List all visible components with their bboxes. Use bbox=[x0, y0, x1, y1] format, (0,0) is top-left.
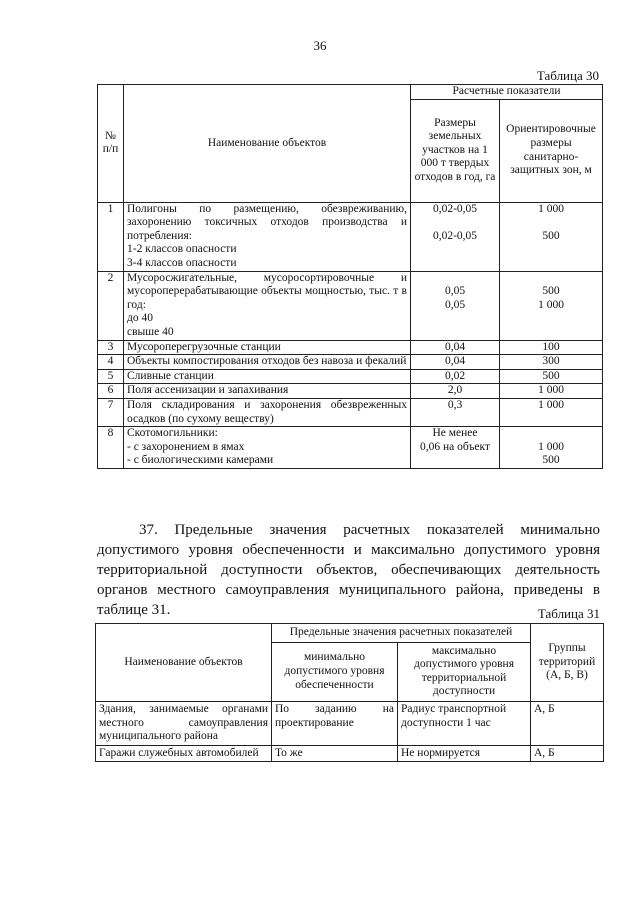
t31-header-min: минимально допустимого уровня обеспеченности bbox=[272, 642, 398, 701]
t31-cell-groups: А, Б bbox=[531, 745, 604, 762]
cell-land bbox=[411, 271, 500, 340]
cell-line: до 40 bbox=[127, 312, 153, 325]
cell-name bbox=[124, 369, 411, 384]
cell-line: Мусоросжигательные, мусоросортировочные и мусороперерабатывающие объекты мощностью, тыс. т в год: bbox=[127, 271, 407, 311]
cell-line bbox=[503, 427, 599, 441]
cell-line: - с захоронением в ямах bbox=[127, 440, 245, 453]
table-31 bbox=[95, 623, 604, 762]
cell-line: 0,04 bbox=[444, 340, 466, 353]
table-row bbox=[98, 427, 603, 469]
cell-line bbox=[414, 216, 496, 230]
cell-szz bbox=[500, 384, 603, 399]
cell-line: 1-2 классов опасности bbox=[127, 243, 237, 256]
cell-line: Поля складирования и захоронения обезвреженных осадков (по сухому веществу) bbox=[127, 398, 407, 425]
cell-line: 1 000 bbox=[538, 398, 564, 411]
table-row bbox=[98, 369, 603, 384]
t31-header-max: максимально допустимого уровня территориальной доступности bbox=[398, 642, 531, 701]
cell-szz bbox=[500, 202, 603, 271]
cell-num: 8 bbox=[98, 427, 124, 469]
cell-szz bbox=[500, 340, 603, 355]
cell-line: 0,3 bbox=[447, 398, 463, 411]
cell-line bbox=[414, 454, 496, 468]
cell-line: 300 bbox=[542, 355, 560, 368]
cell-num: 4 bbox=[98, 355, 124, 370]
paragraph-text: 37. Предельные значения расчетных показателей минимально допустимого уровня обеспеченности и максимально допустимого уровня территориальной доступности объектов, обеспечивающих деятельность органов местного самоуправления муниципального района, приведены в таблице 31. bbox=[97, 522, 600, 618]
cell-line: 1 000 bbox=[538, 384, 564, 397]
cell-land bbox=[411, 340, 500, 355]
t31-cell-max: Не нормируется bbox=[398, 745, 531, 762]
cell-line bbox=[503, 272, 599, 286]
header-land-size: Размеры земельных участков на 1 000 т твердых отходов в год, га bbox=[411, 99, 500, 202]
cell-line: 2,0 bbox=[447, 384, 463, 397]
cell-line: 0,05 bbox=[444, 298, 466, 311]
t31-header-groups: Группы территорий (А, Б, В) bbox=[531, 624, 604, 702]
t31-cell-name: Здания, занимаемые органами местного самоуправления муниципального района bbox=[96, 701, 272, 745]
cell-line: 500 bbox=[542, 369, 560, 382]
cell-line: 1 000 bbox=[538, 298, 564, 311]
cell-line: Сливные станции bbox=[127, 369, 214, 382]
cell-szz bbox=[500, 271, 603, 340]
cell-name bbox=[124, 355, 411, 370]
cell-line: свыше 40 bbox=[127, 325, 174, 338]
t31-cell-groups: А, Б bbox=[531, 701, 604, 745]
cell-line: 3-4 классов опасности bbox=[127, 256, 237, 269]
cell-line: 0,02-0,05 bbox=[432, 202, 478, 215]
t31-cell-name: Гаражи служебных автомобилей bbox=[96, 745, 272, 762]
cell-line: Мусороперегрузочные станции bbox=[127, 340, 281, 353]
cell-land bbox=[411, 202, 500, 271]
cell-name bbox=[124, 427, 411, 469]
cell-num: 2 bbox=[98, 271, 124, 340]
cell-name bbox=[124, 398, 411, 426]
table-30-caption: Таблица 30 bbox=[536, 68, 599, 83]
header-num: № п/п bbox=[98, 85, 124, 203]
cell-line: 0,02-0,05 bbox=[432, 229, 478, 242]
cell-name bbox=[124, 202, 411, 271]
t31-cell-min: То же bbox=[272, 745, 398, 762]
cell-line bbox=[503, 216, 599, 230]
header-group: Расчетные показатели bbox=[411, 85, 603, 100]
cell-line: Полигоны по размещению, обезвреживанию, захоронению токсичных отходов производства и потребления: bbox=[127, 202, 407, 242]
cell-line: 500 bbox=[542, 285, 560, 298]
table-30 bbox=[97, 84, 603, 469]
t31-header-name: Наименование объектов bbox=[96, 624, 272, 702]
cell-line: Объекты компостирования отходов без навоза и фекалий bbox=[127, 355, 407, 368]
table-row bbox=[96, 745, 604, 762]
t31-cell-min: По заданию на проектирование bbox=[272, 701, 398, 745]
cell-line: 0,06 на объект bbox=[420, 440, 490, 453]
cell-name bbox=[124, 271, 411, 340]
table-row bbox=[98, 398, 603, 426]
page-number: 36 bbox=[313, 38, 327, 53]
header-szz: Ориентировочные размеры санитарно-защитных зон, м bbox=[500, 99, 603, 202]
cell-num: 6 bbox=[98, 384, 124, 399]
cell-szz bbox=[500, 427, 603, 469]
cell-land bbox=[411, 384, 500, 399]
cell-num: 7 bbox=[98, 398, 124, 426]
table-row bbox=[98, 355, 603, 370]
paragraph-37 bbox=[97, 520, 600, 620]
cell-line: 500 bbox=[542, 229, 560, 242]
cell-num: 3 bbox=[98, 340, 124, 355]
table-row bbox=[98, 340, 603, 355]
cell-num: 1 bbox=[98, 202, 124, 271]
cell-line: 0,05 bbox=[444, 285, 466, 298]
table-row bbox=[98, 271, 603, 340]
table-row bbox=[98, 202, 603, 271]
cell-szz bbox=[500, 369, 603, 384]
cell-land bbox=[411, 355, 500, 370]
cell-line bbox=[414, 272, 496, 286]
cell-szz bbox=[500, 355, 603, 370]
table-row bbox=[98, 384, 603, 399]
header-name: Наименование объектов bbox=[124, 85, 411, 203]
cell-szz bbox=[500, 398, 603, 426]
cell-line: 0,04 bbox=[444, 355, 466, 368]
t31-cell-max: Радиус транспортной доступности 1 час bbox=[398, 701, 531, 745]
table-31-caption: Таблица 31 bbox=[537, 606, 600, 621]
cell-land bbox=[411, 369, 500, 384]
cell-line: Не менее bbox=[432, 427, 478, 440]
cell-line: 1 000 bbox=[538, 202, 564, 215]
cell-line: Скотомогильники: bbox=[127, 427, 218, 440]
cell-num: 5 bbox=[98, 369, 124, 384]
cell-line: - с биологическими камерами bbox=[127, 454, 274, 467]
t31-header-group: Предельные значения расчетных показателей bbox=[272, 624, 531, 643]
cell-line: 500 bbox=[542, 454, 560, 467]
cell-land bbox=[411, 427, 500, 469]
table-row bbox=[96, 701, 604, 745]
cell-line: 1 000 bbox=[538, 440, 564, 453]
cell-line: 100 bbox=[542, 340, 560, 353]
cell-line: 0,02 bbox=[444, 369, 466, 382]
cell-name bbox=[124, 384, 411, 399]
cell-line: Поля ассенизации и запахивания bbox=[127, 384, 289, 397]
cell-land bbox=[411, 398, 500, 426]
cell-name bbox=[124, 340, 411, 355]
